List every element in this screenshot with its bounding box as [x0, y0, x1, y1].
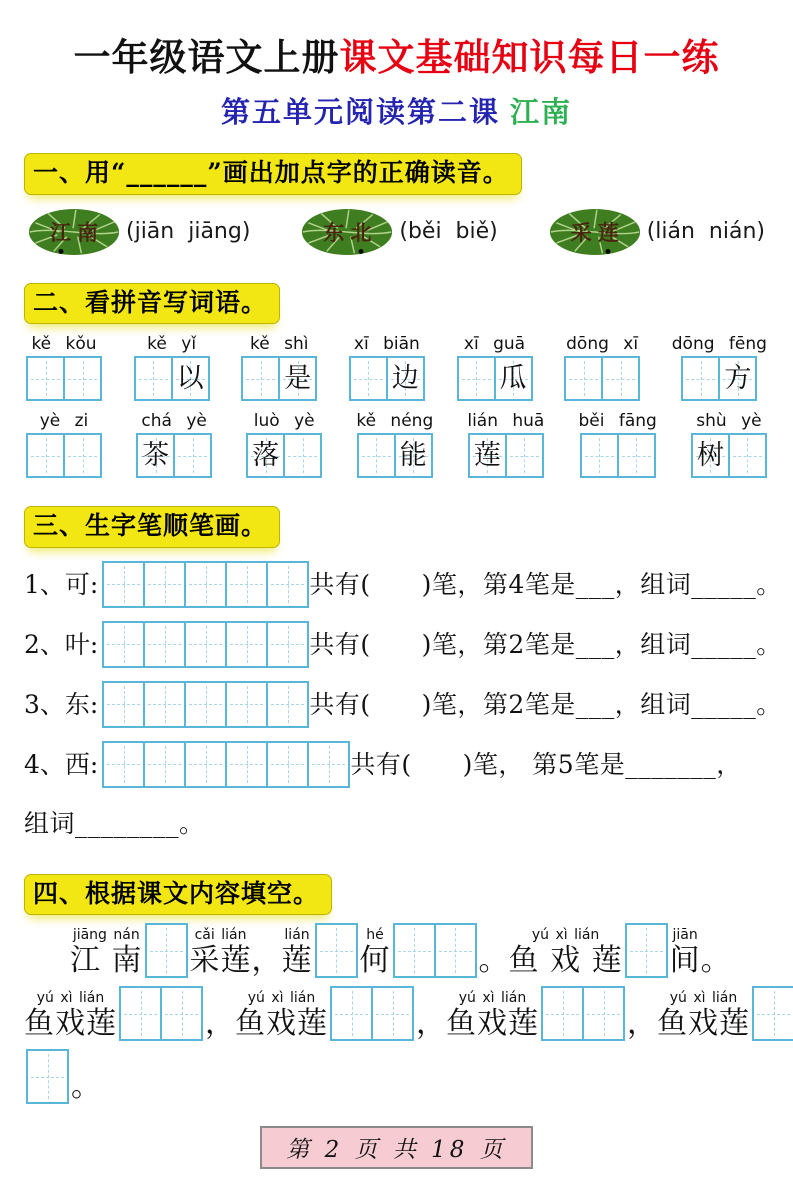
poem-word-hanzi: 采莲 — [189, 942, 252, 978]
writing-grid-cell — [307, 741, 350, 788]
section1-header: 一、用“______”画出加点字的正确读音。 — [24, 153, 522, 195]
dotted-word-item — [301, 207, 497, 257]
writing-grid-cell — [184, 681, 227, 728]
pinyin-label: shù yè — [696, 411, 762, 432]
poem-word — [190, 928, 252, 978]
poem-word-hanzi: 鱼戏莲 — [446, 1005, 539, 1041]
writing-grid-cell — [266, 681, 309, 728]
fill-in-boxes — [393, 923, 477, 978]
stroke-grid — [102, 561, 309, 608]
pronunciation-options: (lián nián) — [646, 219, 765, 245]
writing-grid-cell — [349, 356, 388, 401]
writing-grid-cell — [143, 621, 186, 668]
leaf-graphic — [301, 207, 393, 257]
pinyin-label: luò yè — [253, 411, 315, 432]
stroke-row-question: 共有( )笔，第4笔是___，组词_____。 — [309, 569, 782, 599]
word-group — [578, 411, 656, 478]
writing-grid-cell — [63, 433, 102, 478]
subtitle-unit: 第五单元阅读第二课 — [220, 95, 500, 130]
section-4 — [24, 874, 769, 1105]
poem-word-pinyin: jiān — [672, 927, 698, 944]
writing-grid-cell — [394, 433, 433, 478]
writing-grid-cell — [160, 986, 203, 1041]
stroke-row-label: 2、叶: — [24, 629, 99, 659]
fill-in-boxes — [752, 986, 793, 1041]
leaf-word-char: 南 — [77, 219, 98, 245]
stroke-row-label: 3、东: — [24, 689, 99, 719]
writing-grid-cell — [728, 433, 767, 478]
word-group — [467, 411, 544, 478]
poem-word-hanzi: 鱼戏莲 — [24, 1005, 117, 1041]
pinyin-label: yè zi — [39, 411, 89, 432]
poem-line — [24, 986, 769, 1041]
writing-grid-cell — [26, 1049, 69, 1104]
writing-grid-cell — [266, 561, 309, 608]
word-cells — [691, 433, 767, 478]
stroke-row-label: 4、西: — [24, 749, 99, 779]
word-row — [24, 411, 769, 478]
stroke-row-question: 共有( )笔， 第5笔是_______， — [350, 749, 742, 779]
pronunciation-options: (jiān jiāng) — [126, 219, 251, 245]
leaf-graphic — [28, 207, 120, 257]
writing-grid-cell — [266, 741, 309, 788]
cell-character: 方 — [724, 363, 752, 395]
writing-grid-cell — [718, 356, 757, 401]
poem-word — [509, 928, 623, 978]
writing-grid-cell — [505, 433, 544, 478]
stroke-row-question: 共有( )笔，第2笔是___，组词_____。 — [309, 629, 782, 659]
page-title — [24, 34, 769, 80]
word-cells — [134, 356, 210, 401]
subtitle-course: 江南 — [510, 95, 573, 130]
poem-word — [70, 928, 143, 978]
fill-in-boxes — [315, 923, 358, 978]
writing-grid-cell — [315, 923, 358, 978]
writing-grid-cell — [457, 356, 496, 401]
pinyin-label: kě néng — [356, 411, 434, 432]
writing-grid-cell — [691, 433, 730, 478]
poem-punctuation: 。 — [71, 1068, 101, 1104]
cell-character: 是 — [284, 363, 312, 395]
poem-word — [670, 928, 701, 978]
writing-grid-cell — [119, 986, 162, 1041]
pinyin-label: xī guā — [463, 334, 526, 355]
writing-grid-cell — [393, 923, 436, 978]
leaf-word-char: 东 — [323, 219, 345, 245]
writing-grid-cell — [171, 356, 210, 401]
writing-grid-cell — [580, 433, 619, 478]
pinyin-label: chá yè — [141, 411, 207, 432]
dotted-word-item — [549, 207, 765, 257]
poem-word — [235, 991, 328, 1041]
leaf-word-char: 莲 — [598, 217, 619, 247]
page-footer — [24, 1126, 769, 1169]
cell-character: 落 — [252, 440, 280, 472]
word-cells — [241, 356, 317, 401]
writing-grid-cell — [184, 561, 227, 608]
poem-word-hanzi: 莲 — [281, 942, 313, 978]
fill-in-boxes — [625, 923, 668, 978]
writing-grid-cell — [102, 681, 145, 728]
writing-grid-cell — [26, 433, 65, 478]
pinyin-label: kě shì — [250, 334, 309, 355]
writing-grid-cell — [371, 986, 414, 1041]
writing-grid-cell — [494, 356, 533, 401]
word-group — [672, 334, 767, 401]
poem-word-pinyin: yú xì lián — [669, 990, 738, 1007]
dotted-word-item — [28, 207, 250, 257]
word-group — [241, 334, 317, 401]
section2-header: 二、看拼音写词语。 — [24, 283, 280, 325]
fill-in-boxes — [541, 986, 625, 1041]
poem-word — [446, 991, 539, 1041]
fill-in-boxes — [119, 986, 203, 1041]
word-cells — [136, 433, 212, 478]
writing-grid-cell — [102, 561, 145, 608]
poem-line — [24, 923, 769, 978]
poem-punctuation: 。 — [478, 942, 509, 978]
leaf-word — [301, 207, 393, 257]
page-number-badge: 第 2 页 共 18 页 — [260, 1126, 532, 1169]
writing-grid-cell — [582, 986, 625, 1041]
word-group — [564, 334, 640, 401]
pinyin-label: kě yǐ — [147, 334, 197, 355]
writing-grid-cell — [102, 741, 145, 788]
writing-grid-cell — [278, 356, 317, 401]
poem-word-hanzi: 江 南 — [70, 942, 143, 978]
writing-grid-cell — [134, 356, 173, 401]
writing-grid-cell — [63, 356, 102, 401]
writing-grid-cell — [225, 621, 268, 668]
word-cells — [26, 356, 102, 401]
writing-grid-cell — [283, 433, 322, 478]
word-group — [26, 411, 102, 478]
leaf-word-char: 采 — [570, 219, 592, 245]
poem-punctuation: ， — [251, 942, 282, 978]
writing-grid-cell — [266, 621, 309, 668]
fill-in-poem — [24, 923, 769, 1104]
word-group — [457, 334, 533, 401]
section3-header: 三、生字笔顺笔画。 — [24, 506, 280, 548]
poem-punctuation: 。 — [700, 942, 731, 978]
word-cells — [580, 433, 656, 478]
poem-word — [282, 928, 313, 978]
word-group — [26, 334, 102, 401]
writing-grid-cell — [225, 741, 268, 788]
writing-grid-cell — [184, 741, 227, 788]
stroke-order-row — [24, 621, 782, 668]
word-cells — [26, 433, 102, 478]
poem-line — [24, 1049, 769, 1104]
poem-word-pinyin: hé — [366, 927, 384, 944]
word-cells — [457, 356, 533, 401]
poem-word-pinyin: yú xì lián — [36, 990, 105, 1007]
poem-word-pinyin: yú xì lián — [531, 927, 600, 944]
writing-grid-cell — [625, 923, 668, 978]
writing-grid-cell — [143, 741, 186, 788]
leaf-word — [549, 207, 641, 257]
cell-character: 茶 — [142, 440, 170, 472]
word-cells — [681, 356, 757, 401]
writing-grid-cell — [102, 621, 145, 668]
word-group — [356, 411, 433, 478]
pinyin-label: dōng xī — [566, 334, 639, 355]
writing-grid-cell — [246, 433, 285, 478]
cell-character: 以 — [176, 363, 204, 395]
word-cells — [246, 433, 322, 478]
word-group — [134, 334, 210, 401]
writing-grid-cell — [136, 433, 175, 478]
writing-grid-cell — [434, 923, 477, 978]
writing-grid-cell — [386, 356, 425, 401]
stroke-row-label: 1、可: — [24, 569, 99, 599]
stroke-grid — [102, 681, 309, 728]
poem-word-pinyin: cǎi lián — [194, 927, 247, 944]
poem-word-pinyin: yú xì lián — [247, 990, 316, 1007]
fill-in-boxes — [26, 1049, 69, 1104]
writing-grid-cell — [225, 561, 268, 608]
fill-in-boxes — [145, 923, 188, 978]
stroke-order-rows — [24, 561, 782, 788]
page-title-black: 一年级语文上册 — [73, 35, 340, 79]
word-row — [24, 334, 769, 401]
stroke-order-row — [24, 681, 782, 728]
pinyin-label: dōng fēng — [671, 334, 767, 355]
pinyin-label: xī biān — [353, 334, 420, 355]
pinyin-label: běi fāng — [578, 411, 657, 432]
word-cells — [349, 356, 425, 401]
writing-grid-cell — [357, 433, 396, 478]
writing-grid-cell — [173, 433, 212, 478]
poem-word-pinyin: lián — [284, 927, 310, 944]
leaf-row — [24, 207, 769, 257]
poem-word — [657, 991, 750, 1041]
word-cells — [564, 356, 640, 401]
word-group — [691, 411, 767, 478]
section-3 — [24, 506, 782, 840]
writing-grid-cell — [225, 681, 268, 728]
leaf-word-char: 江 — [50, 217, 71, 247]
writing-grid-cell — [601, 356, 640, 401]
writing-grid-cell — [241, 356, 280, 401]
cell-character: 边 — [391, 363, 419, 395]
poem-word — [360, 928, 391, 978]
page-title-red: 课文基础知识每日一练 — [339, 35, 720, 79]
poem-word-pinyin: yú xì lián — [458, 990, 527, 1007]
leaf-graphic — [549, 207, 641, 257]
fill-in-boxes — [330, 986, 414, 1041]
word-cells — [357, 433, 433, 478]
cell-character: 瓜 — [499, 363, 527, 395]
stroke-grid — [102, 741, 350, 788]
leaf-word — [28, 207, 120, 257]
writing-grid-cell — [184, 621, 227, 668]
writing-grid-cell — [26, 356, 65, 401]
stroke-order-row — [24, 741, 769, 788]
word-cells — [468, 433, 544, 478]
poem-word-hanzi: 鱼 戏 莲 — [508, 942, 623, 978]
section-2 — [24, 283, 769, 479]
word-group — [136, 411, 212, 478]
poem-punctuation: ， — [416, 1005, 446, 1041]
stroke-grid — [102, 621, 309, 668]
poem-punctuation: ， — [205, 1005, 235, 1041]
poem-word — [24, 991, 117, 1041]
cell-character: 树 — [696, 440, 724, 472]
pinyin-label: kě kǒu — [31, 334, 97, 355]
page-subtitle — [24, 90, 769, 131]
stroke-row4-zuci-line: 组词________。 — [24, 808, 205, 838]
poem-word-hanzi: 鱼戏莲 — [657, 1005, 750, 1041]
cell-character: 能 — [399, 440, 427, 472]
leaf-word-char: 北 — [350, 217, 371, 247]
section4-header: 四、根据课文内容填空。 — [24, 874, 332, 916]
poem-word-hanzi: 间 — [669, 942, 701, 978]
pinyin-word-rows — [24, 334, 769, 478]
pinyin-label: lián huā — [467, 411, 545, 432]
writing-grid-cell — [143, 561, 186, 608]
writing-grid-cell — [564, 356, 603, 401]
writing-grid-cell — [541, 986, 584, 1041]
writing-grid-cell — [681, 356, 720, 401]
word-group — [349, 334, 425, 401]
writing-grid-cell — [617, 433, 656, 478]
section-1 — [24, 153, 769, 257]
writing-grid-cell — [145, 923, 188, 978]
writing-grid-cell — [330, 986, 373, 1041]
writing-grid-cell — [752, 986, 793, 1041]
writing-grid-cell — [143, 681, 186, 728]
cell-character: 莲 — [473, 440, 501, 472]
stroke-order-row — [24, 561, 782, 608]
poem-word-hanzi: 鱼戏莲 — [235, 1005, 328, 1041]
stroke-row-question: 共有( )笔，第2笔是___，组词_____。 — [309, 689, 782, 719]
poem-punctuation: ， — [627, 1005, 657, 1041]
poem-word-hanzi: 何 — [359, 942, 391, 978]
writing-grid-cell — [468, 433, 507, 478]
pronunciation-options: (běi biě) — [399, 219, 498, 245]
word-group — [246, 411, 322, 478]
poem-word-pinyin: jiāng nán — [72, 927, 140, 944]
